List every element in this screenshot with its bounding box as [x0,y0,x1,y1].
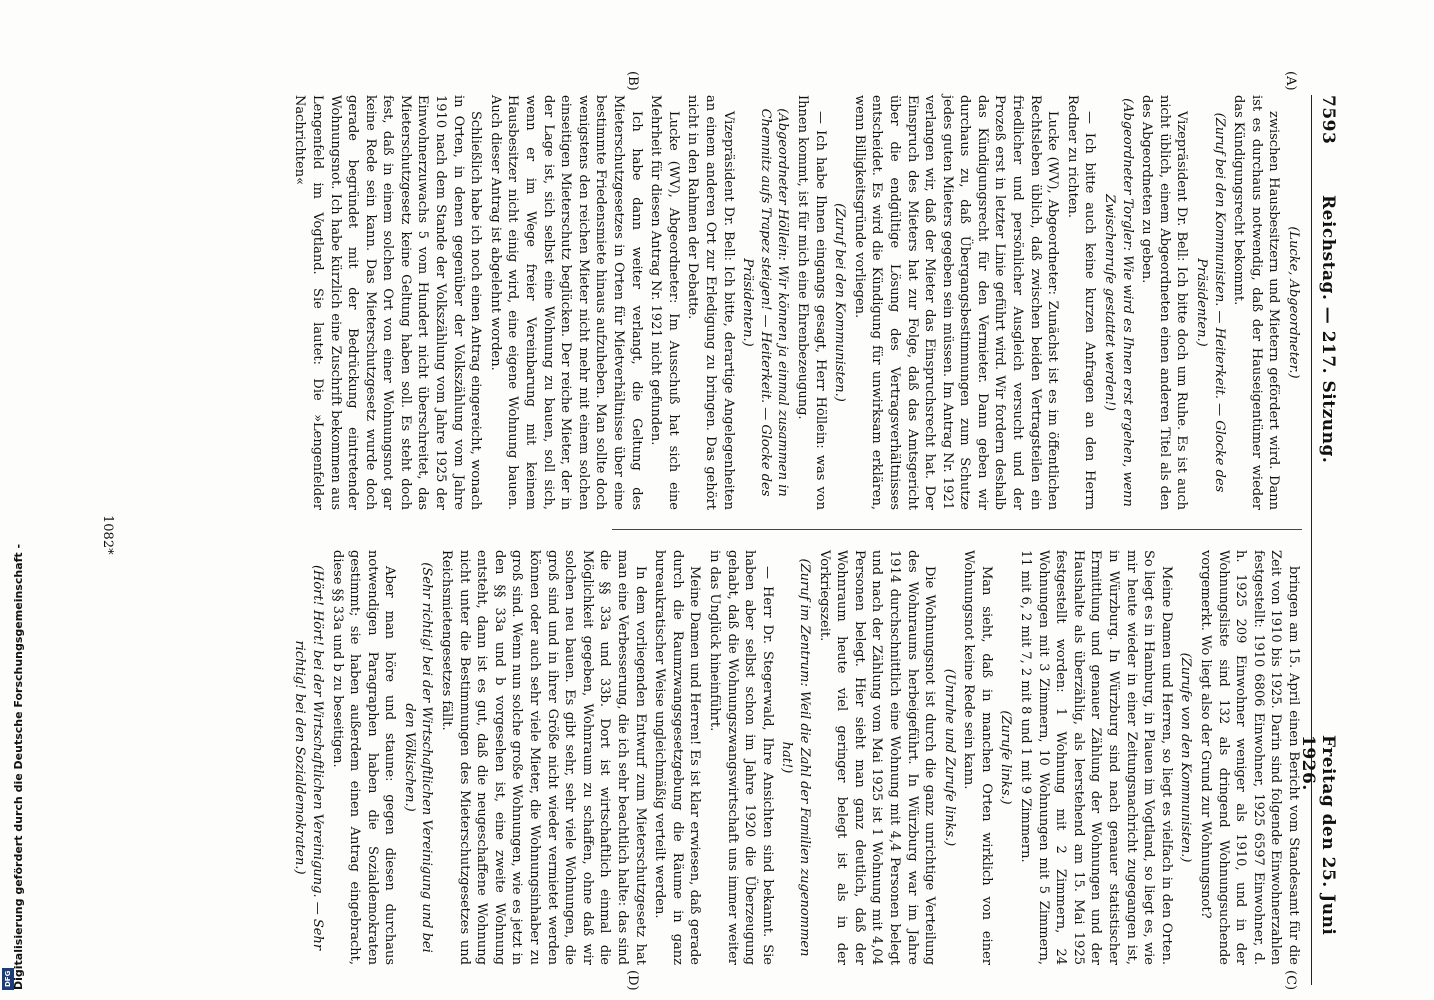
paragraph: (Zurufe von den Kommunisten.) [1178,652,1194,863]
paragraph: Lucke (WV), Abgeordneter: Zunächst ist es im öffentlichen Rechtsleben üblich, daß zwischen beiden Vertragsteilen ein friedlicher und persönlicher Ausgleich versucht und der Prozeß erst in letzter Linie geführt wird. Wir fordern deshalb das Kündigungsrecht für den Vermieter. Dann geben wir durchaus zu, daß Übergangsbestimmungen zum Schutze jedes guten Mieters gegeben sein müssen. Im Antrag Nr. 1921 verlangen wir, daß der Mieter das Einspruchsrecht hat. Der Einspruch des Mieters hat zur Folge, daß das Amtsgericht über die endgültige Lösung des Vertragsverhältnisses entscheidet. Es wird die Kündigung für unwirksam erklären, wenn Billigkeitsgründe vorliegen. [851,95,1061,510]
paragraph: (Zuruf im Zentrum: Weil die Zahl der Familien zugenommen hat!) [779,558,812,957]
right-column [289,550,1302,965]
paragraph: Man sieht, daß in manchen Orten wirklich von einer Wohnungsnot keine Rede sein kann. [961,550,994,965]
paragraph: (Lucke, Abgeordneter.) [1286,226,1301,379]
paragraph: (Unruhe und Zurufe links.) [941,668,957,847]
page-code: 1082* [100,515,115,555]
paragraph: Schließlich habe ich noch einen Antrag eingereicht, wonach in Orten, in denen gegenüber der Volkszählung vom Jahre 1910 nach dem Stande der Volkszählung vom Jahre 1925 der Einwohnerzuwachs 5 vom Hundert nicht überschreitet, das Mieterschutzgesetz keine Geltung haben soll. Es steht doch fest, daß in einem solchen Ort von einer Wohnungsnot gar keine Rede sein kann. Das Mieterschutzgesetz wurde doch gerade begründet mit der Bedrückung eintretender Wohnungsnot. Ich habe kürzlich eine Zuschrift bekommen aus Lengenfeld im Vogtland. Sie lautet: Die »Lengenfelder Nachrichten« [292,95,484,510]
paragraph: (Hört! Hört! bei der Wirtschaftlichen Vereinigung. — Sehr richtig! bei den Sozialdemokraten.) [292,564,325,951]
rotated-sheet [90,71,1340,991]
paragraph: (Abgeordneter Torgler: Wie wird es Ihnen erst ergehen, wenn Zwischenrufe gestattet werden!) [1102,98,1135,507]
column-divider [612,529,1302,530]
paragraph: — Ich bitte auch keine kurzen Anfragen an den Herrn Redner zu richten. [1064,95,1098,510]
paragraph: (Zuruf bei den Kommunisten. — Heiterkeit. — Glocke des Präsidenten.) [1194,112,1227,493]
paragraph: zwischen Hausbesitzern und Mietern gefördert wird. Dann ist es durchaus notwendig, daß der Hauseigentümer wieder das Kündigungsrecht bekommt. [1231,95,1282,510]
margin-mark-a: (A) [1283,71,1298,91]
paragraph: (Abgeordneter Höllein: Wir können ja einmal zusammen in Chemnitz aufs Trapez steigen! — Heiterkeit. — Glocke des Präsidenten.) [740,108,791,497]
paragraph: — Ich habe Ihnen eingangs gesagt, Herr Höllein: was von Ihnen kommt, ist für mich eine Ehrenbezeugung. [794,95,828,510]
paragraph: In dem vorliegenden Entwurf zum Mieterschutzgesetz hat man eine Verbesserung, die ich sehr beachtlich halte: das sind die §§ 33a und 33b. Dort ist wirtschaftlich einmal die Möglichkeit gegeben, Wohnraum zu schaffen, ohne daß wir solchen neu bauen. Es gibt sehr, sehr viele Wohnungen, die groß sind und in ihrer Größe nicht wieder vermietet werden können oder auch sehr viele Mieter, die Wohnungsinhaber zu groß sind. Wenn nun solche große Wohnungen, wie es jetzt in den §§ 33a und b vorgesehen ist, eine zweite Wohnung entsteht, dann ist es gut, daß die neugeschaffene Wohnung nicht unter die Bestimmungen des Mieterschutzgesetzes und Reichsmietengesetzes fällt. [439,550,648,965]
paragraph: Die Wohnungsnot ist durch die ganz unrichtige Verteilung des Wohnraums herbeigeführt. In Würzburg war im Jahre 1914 durchschnittlich eine Wohnung mit 4,4 Personen belegt und nach der Zählung vom Mai 1925 ist 1 Wohnung mit 4,04 Personen belegt. Hier sieht man ganz deutlich, daß der Wohnraum heute viel geringer belegt ist als in der Vorkriegszeit. [816,550,938,965]
paragraph: Meine Damen und Herren! Es ist klar erwiesen, daß gerade durch die Raumzwangsgesetzgebung die Räume in ganz bureaukratischer Weise ungleichmäßig verteilt werden. [652,550,703,965]
paragraph: Lucke (WV), Abgeordneter: Im Ausschuß hat sich eine Mehrheit für diesen Antrag Nr. 1921 nicht gefunden. [648,95,681,510]
header-date: Freitag den 25. Juni 1926. [1298,735,1338,936]
page-header [1298,95,1340,985]
dfg-side-text: Digitalisierung gefördert durch die Deutsche Forschungsgemeinschaft - [12,543,25,990]
margin-mark-d: (D) [625,970,640,991]
header-title: Reichstag. — 217. Sitzung. [1318,195,1338,464]
paragraph: Meine Damen und Herren, so liegt es vielfach in den Orten. So liegt es in Hamburg, in Plauen im Vogtland, so liegt es, wie mir heute wieder in einer Zeitungsnachricht zugegangen ist, in Würzburg. In Würzburg sind nach genauer statistischer Ermittlung und genauer Zählung der Wohnungen und der Haushalte als überzählig, als leerstehend am 15. Mai 1925 festgestellt worden: 1 Wohnung mit 2 Zimmern, 24 Wohnungen mit 3 Zimmern, 10 Wohnungen mit 5 Zimmern, 11 mit 6, 2 mit 7, 2 mit 8 und 1 mit 9 Zimmern. [1018,550,1174,965]
paragraph: Ich habe dann weiter verlangt, die Geltung des Mieterschutzgesetzes in Orten für Mietverhältnisse über eine bestimmte Friedensmiete hinaus aufzuheben. Man sollte doch wenigstens den reichen Mieter nicht mehr mit einem solchen einseitigen Mieterschutz beglücken. Der reiche Mieter, der in der Lage ist, sich selbst eine Wohnung zu bauen, soll sich, wenn er im Wege freier Vereinbarung mit keinem Hausbesitzer nicht einig wird, eine eigene Wohnung bauen. Auch dieser Antrag ist abgelehnt worden. [487,95,644,510]
paragraph: Vizepräsident Dr. Bell: Ich bitte doch um Ruhe. Es ist auch nicht üblich, einem Abgeordneten einen anderen Titel als den des Abgeordneten zu geben. [1139,95,1190,510]
dfg-logo: DFG [2,968,14,990]
paragraph: (Sehr richtig! bei der Wirtschaftlichen Vereinigung und bei den Völkischen.) [401,562,435,953]
paragraph: bringen am 15. April einen Bericht vom Standesamt für die Zeit von 1910 bis 1925. Darin sind folgende Einwohnerzahlen festgestellt: 1910 6806 Einwohner, 1925 6597 Einwohner, d. h. 1925 209 Einwohner weniger als 1910, und in der Wohnungsliste sind 132 als dringend Wohnungsuchende vorgemerkt. Wo liegt also der Grund zur Wohnungsnot? [1198,550,1301,965]
paragraph: Vizepräsident Dr. Bell: Ich bitte, derartige Angelegenheiten an einem anderen Ort zur Erledigung zu bringen. Das gehört nicht in den Rahmen der Debatte. [685,95,736,510]
paragraph: (Zuruf bei den Kommunisten.) [832,203,848,402]
page-number: 7593 [1318,95,1338,145]
paragraph: (Zurufe links.) [998,710,1014,805]
margin-mark-b: (B) [625,71,640,91]
paragraph: — Herr Dr. Stegerwald, Ihre Ansichten sind bekannt. Sie haben aber selbst schon im Jahre 1920 die Überzeugung gehabt, daß die Wohnungszwangswirtschaft uns immer weiter in das Unglück hineinführt. [707,550,775,965]
left-column [289,95,1302,510]
paragraph: Aber man höre und staune: gegen diesen durchaus notwendigen Paragraphen haben die Sozialdemokraten gestimmt; sie haben außerdem einen Antrag eingebracht, diese §§ 33a und b zu beseitigen. [329,550,398,965]
margin-mark-c: (C) [1283,970,1298,991]
